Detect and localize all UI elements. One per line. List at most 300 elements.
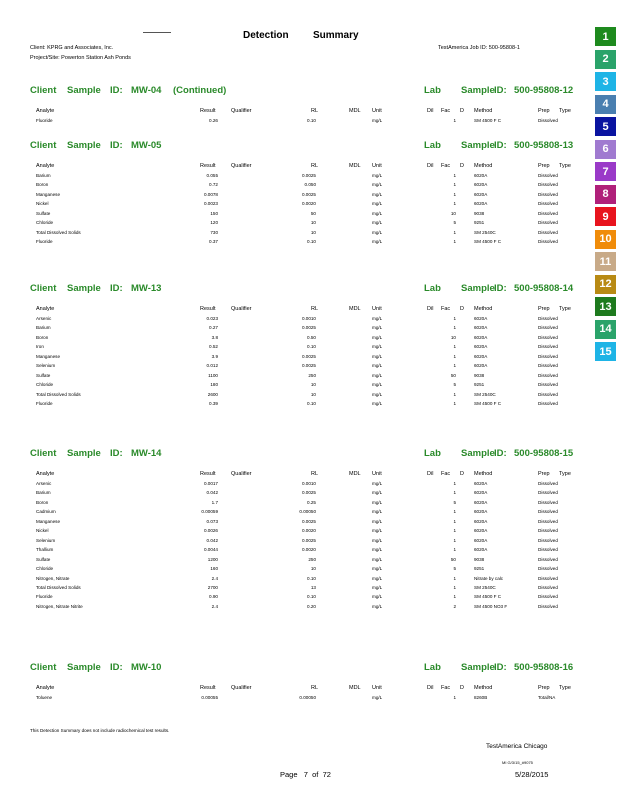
cell-method: 6020A bbox=[474, 173, 488, 178]
cell-unit: mg/L bbox=[372, 490, 383, 496]
cell-analyte: Total Dissolved Solids bbox=[36, 229, 81, 235]
cell-rl: 10 bbox=[310, 566, 316, 571]
cell-unit: mg/L bbox=[372, 344, 383, 350]
section-sample-label: Sample bbox=[67, 448, 101, 459]
cell-method: 6020A bbox=[474, 353, 488, 359]
col-fac: Fac bbox=[441, 163, 451, 169]
section-tab-2[interactable]: 2 bbox=[595, 50, 616, 69]
cell-result: 0.0023 bbox=[203, 201, 218, 207]
section-client-label: Client bbox=[30, 662, 57, 673]
col-unit: Unit bbox=[372, 163, 382, 169]
col-method: Method bbox=[474, 306, 493, 312]
cell-dil: 50 bbox=[450, 372, 456, 378]
page-number: 7 bbox=[303, 770, 308, 779]
cell-rl: 0.0020 bbox=[301, 201, 316, 207]
cell-dil: 1 bbox=[453, 585, 456, 590]
cell-unit: mg/L bbox=[372, 220, 383, 226]
cell-prep: Dissolved bbox=[538, 363, 558, 369]
cell-unit: mg/L bbox=[372, 118, 383, 123]
cell-prep: Dissolved bbox=[538, 575, 558, 581]
col-prep: Prep bbox=[538, 108, 550, 114]
cell-method: SM 4500 NO3 F bbox=[474, 603, 508, 609]
cell-method: 6020A bbox=[474, 518, 488, 524]
section-tab-11[interactable]: 11 bbox=[595, 252, 616, 271]
cell-analyte: Sulfate bbox=[36, 210, 51, 216]
section-tab-5[interactable]: 5 bbox=[595, 117, 616, 136]
cell-dil: 1 bbox=[453, 575, 456, 581]
col-analyte: Analyte bbox=[36, 471, 55, 477]
col-analyte: Analyte bbox=[36, 685, 55, 691]
cell-unit: mg/L bbox=[372, 528, 383, 534]
cell-result: 2.4 bbox=[211, 575, 218, 581]
cell-analyte: Iron bbox=[36, 344, 44, 350]
cell-prep: Dissolved bbox=[538, 603, 558, 609]
section-client-id: MW-13 bbox=[131, 283, 162, 294]
cell-dil: 1 bbox=[453, 695, 456, 700]
cell-analyte: Sulfate bbox=[36, 372, 51, 378]
cell-analyte: Manganese bbox=[36, 518, 61, 524]
cell-method: SM 4500 F C bbox=[474, 118, 502, 123]
col-qualifier: Qualifier bbox=[231, 163, 252, 169]
cell-method: SM 4500 F C bbox=[474, 594, 502, 600]
section-id-label: ID: bbox=[110, 140, 123, 151]
cell-rl: 0.10 bbox=[307, 344, 316, 350]
cell-result: 180 bbox=[210, 382, 218, 388]
cell-prep: Dissolved bbox=[538, 344, 558, 350]
header-dash bbox=[143, 32, 171, 33]
cell-rl: 0.10 bbox=[307, 118, 316, 123]
cell-result: 3.9 bbox=[211, 353, 218, 359]
cell-rl: 13 bbox=[310, 585, 316, 590]
cell-method: Nitrate by calc bbox=[474, 575, 504, 581]
cell-analyte: Arsenic bbox=[36, 316, 52, 321]
col-fac: Fac bbox=[441, 685, 451, 691]
cell-prep: Dissolved bbox=[538, 239, 558, 245]
col-analyte: Analyte bbox=[36, 306, 55, 312]
cell-unit: mg/L bbox=[372, 363, 383, 369]
cell-analyte: Selenium bbox=[36, 363, 56, 369]
col-result: Result bbox=[200, 108, 216, 114]
section-id-label: ID: bbox=[110, 448, 123, 459]
cell-prep: Dissolved bbox=[538, 566, 558, 571]
cell-method: 6020A bbox=[474, 334, 488, 340]
cell-method: SM 2540C bbox=[474, 391, 496, 397]
cell-method: 9251 bbox=[474, 382, 485, 388]
section-lab-id: 500-95808-12 bbox=[514, 85, 574, 96]
cell-dil: 1 bbox=[453, 547, 456, 553]
cell-unit: mg/L bbox=[372, 325, 383, 331]
col-d: D bbox=[460, 108, 464, 114]
cell-method: 6020A bbox=[474, 481, 488, 486]
cell-method: SM 2540C bbox=[474, 229, 496, 235]
cell-prep: Dissolved bbox=[538, 585, 558, 590]
cell-method: 9038 bbox=[474, 210, 485, 216]
col-dil: Dil bbox=[427, 108, 434, 114]
cell-prep: Dissolved bbox=[538, 490, 558, 496]
cell-rl: 0.10 bbox=[307, 239, 316, 245]
cell-prep: Dissolved bbox=[538, 325, 558, 331]
section-tab-12[interactable]: 12 bbox=[595, 275, 616, 294]
cell-analyte: Selenium bbox=[36, 537, 56, 543]
job-id: TestAmerica Job ID: 500-95808-1 bbox=[438, 45, 520, 51]
cell-method: 6020A bbox=[474, 528, 488, 534]
cell-analyte: Boron bbox=[36, 334, 49, 340]
section-tab-3[interactable]: 3 bbox=[595, 72, 616, 91]
section-sample-label: Sample bbox=[67, 283, 101, 294]
col-result: Result bbox=[200, 306, 216, 312]
cell-unit: mg/L bbox=[372, 575, 383, 581]
section-id-label: ID: bbox=[494, 283, 507, 294]
col-mdl: MDL bbox=[349, 471, 361, 477]
cell-rl: 50 bbox=[310, 210, 316, 216]
col-method: Method bbox=[474, 163, 493, 169]
col-type: Type bbox=[559, 471, 571, 477]
cell-rl: 10 bbox=[310, 382, 316, 388]
section-client-id: MW-04 bbox=[131, 85, 162, 96]
col-dil: Dil bbox=[427, 306, 434, 312]
col-type: Type bbox=[559, 108, 571, 114]
cell-unit: mg/L bbox=[372, 481, 383, 486]
cell-rl: 10 bbox=[310, 229, 316, 235]
col-qualifier: Qualifier bbox=[231, 108, 252, 114]
section-id-label: ID: bbox=[494, 140, 507, 151]
cell-rl: 0.0020 bbox=[301, 547, 316, 553]
cell-unit: mg/L bbox=[372, 499, 383, 505]
cell-method: 9038 bbox=[474, 556, 485, 562]
cell-prep: Total/NA bbox=[538, 695, 556, 700]
col-result: Result bbox=[200, 471, 216, 477]
cell-prep: Dissolved bbox=[538, 229, 558, 235]
cell-dil: 1 bbox=[453, 182, 456, 188]
cell-analyte: Total Dissolved Solids bbox=[36, 391, 81, 397]
cell-result: 0.72 bbox=[209, 182, 218, 188]
col-fac: Fac bbox=[441, 306, 451, 312]
cell-rl: 250 bbox=[308, 372, 316, 378]
cell-analyte: Chloride bbox=[36, 382, 54, 388]
cell-method: 6020A bbox=[474, 547, 488, 553]
cell-method: 9251 bbox=[474, 566, 485, 571]
cell-unit: mg/L bbox=[372, 556, 383, 562]
cell-analyte: Barium bbox=[36, 325, 51, 331]
cell-rl: 0.050 bbox=[304, 182, 316, 188]
col-unit: Unit bbox=[372, 471, 382, 477]
section-client-label: Client bbox=[30, 85, 57, 96]
page-of: of bbox=[312, 770, 319, 779]
cell-unit: mg/L bbox=[372, 334, 383, 340]
footer-date: 5/28/2015 bbox=[515, 770, 549, 779]
title-summary: Summary bbox=[313, 30, 359, 41]
cell-prep: Dissolved bbox=[538, 220, 558, 226]
cell-unit: mg/L bbox=[372, 509, 383, 515]
cell-method: 6020A bbox=[474, 201, 488, 207]
col-rl: RL bbox=[311, 471, 319, 477]
cell-dil: 1 bbox=[453, 490, 456, 496]
footer-note: This Detection Summary does not include radiochemical test results. bbox=[30, 728, 170, 733]
cell-method: 6020A bbox=[474, 499, 488, 505]
cell-result: 2700 bbox=[207, 585, 218, 590]
section-sample-label: Sample bbox=[461, 662, 495, 673]
col-prep: Prep bbox=[538, 163, 550, 169]
cell-dil: 1 bbox=[453, 191, 456, 197]
cell-result: 0.00055 bbox=[201, 695, 218, 700]
cell-prep: Dissolved bbox=[538, 182, 558, 188]
col-result: Result bbox=[200, 163, 216, 169]
col-fac: Fac bbox=[441, 108, 451, 114]
cell-unit: mg/L bbox=[372, 182, 383, 188]
cell-rl: 0.0020 bbox=[301, 528, 316, 534]
cell-dil: 1 bbox=[453, 401, 456, 407]
section-client-label: Client bbox=[30, 448, 57, 459]
cell-prep: Dissolved bbox=[538, 201, 558, 207]
cell-unit: mg/L bbox=[372, 316, 383, 321]
col-mdl: MDL bbox=[349, 685, 361, 691]
cell-rl: 0.00050 bbox=[299, 509, 316, 515]
cell-method: 6020A bbox=[474, 537, 488, 543]
cell-unit: mg/L bbox=[372, 191, 383, 197]
cell-prep: Dissolved bbox=[538, 191, 558, 197]
cell-unit: mg/L bbox=[372, 173, 383, 178]
cell-unit: mg/L bbox=[372, 201, 383, 207]
section-tab-8[interactable]: 8 bbox=[595, 185, 616, 204]
cell-unit: mg/L bbox=[372, 537, 383, 543]
cell-dil: 1 bbox=[453, 537, 456, 543]
cell-rl: 0.0025 bbox=[301, 490, 316, 496]
section-tab-6[interactable]: 6 bbox=[595, 140, 616, 159]
col-mdl: MDL bbox=[349, 163, 361, 169]
section-tab-13[interactable]: 13 bbox=[595, 297, 616, 316]
section-sample-label: Sample bbox=[67, 140, 101, 151]
cell-prep: Dissolved bbox=[538, 594, 558, 600]
section-tab-10[interactable]: 10 bbox=[595, 230, 616, 249]
section-lab-id: 500-95808-14 bbox=[514, 283, 574, 294]
col-method: Method bbox=[474, 108, 493, 114]
cell-method: 6020A bbox=[474, 344, 488, 350]
col-d: D bbox=[460, 471, 464, 477]
cell-analyte: Fluoride bbox=[36, 401, 53, 407]
cell-result: 1.7 bbox=[211, 499, 218, 505]
col-prep: Prep bbox=[538, 471, 550, 477]
cell-result: 0.0017 bbox=[203, 481, 218, 486]
cell-dil: 1 bbox=[453, 118, 456, 123]
section-tab-9[interactable]: 9 bbox=[595, 207, 616, 226]
cell-result: 0.023 bbox=[206, 316, 218, 321]
cell-method: SM 4500 F C bbox=[474, 401, 502, 407]
cell-rl: 0.10 bbox=[307, 401, 316, 407]
cell-prep: Dissolved bbox=[538, 334, 558, 340]
cell-dil: 50 bbox=[450, 556, 456, 562]
cell-method: 9038 bbox=[474, 372, 485, 378]
cell-method: 6020A bbox=[474, 191, 488, 197]
cell-unit: mg/L bbox=[372, 566, 383, 571]
cell-prep: Dissolved bbox=[538, 528, 558, 534]
section-tab-14[interactable]: 14 bbox=[595, 320, 616, 339]
cell-result: 1200 bbox=[207, 556, 218, 562]
cell-unit: mg/L bbox=[372, 518, 383, 524]
cell-rl: 0.0010 bbox=[301, 481, 316, 486]
cell-result: 150 bbox=[210, 210, 218, 216]
section-id-label: ID: bbox=[494, 662, 507, 673]
cell-result: 0.27 bbox=[209, 325, 218, 331]
cell-analyte: Nickel bbox=[36, 528, 49, 534]
cell-prep: Dissolved bbox=[538, 547, 558, 553]
col-unit: Unit bbox=[372, 306, 382, 312]
cell-result: 1100 bbox=[208, 372, 218, 378]
cell-prep: Dissolved bbox=[538, 509, 558, 515]
cell-analyte: Chloride bbox=[36, 220, 54, 226]
cell-analyte: Barium bbox=[36, 490, 51, 496]
cell-rl: 0.10 bbox=[307, 594, 316, 600]
col-fac: Fac bbox=[441, 471, 451, 477]
cell-unit: mg/L bbox=[372, 594, 383, 600]
section-tab-15[interactable]: 15 bbox=[595, 342, 616, 361]
col-rl: RL bbox=[311, 108, 319, 114]
col-unit: Unit bbox=[372, 685, 382, 691]
section-tab-7[interactable]: 7 bbox=[595, 162, 616, 181]
section-lab-id: 500-95808-16 bbox=[514, 662, 574, 673]
cell-prep: Dissolved bbox=[538, 537, 558, 543]
section-client-id: MW-10 bbox=[131, 662, 162, 673]
cell-unit: mg/L bbox=[372, 353, 383, 359]
cell-rl: 0.0025 bbox=[301, 353, 316, 359]
cell-dil: 1 bbox=[453, 391, 456, 397]
cell-analyte: Cadmium bbox=[36, 509, 56, 515]
cell-result: 0.0044 bbox=[203, 547, 218, 553]
col-type: Type bbox=[559, 306, 571, 312]
col-mdl: MDL bbox=[349, 306, 361, 312]
project-site: Project/Site: Powerton Station Ash Ponds bbox=[30, 55, 131, 61]
cell-method: 6020A bbox=[474, 490, 488, 496]
cell-dil: 1 bbox=[453, 594, 456, 600]
section-tab-1[interactable]: 1 bbox=[595, 27, 616, 46]
page-indicator bbox=[280, 770, 331, 779]
cell-unit: mg/L bbox=[372, 391, 383, 397]
cell-unit: mg/L bbox=[372, 210, 383, 216]
section-client-label: Client bbox=[30, 140, 57, 151]
cell-result: 0.042 bbox=[206, 537, 218, 543]
cell-result: 0.073 bbox=[206, 518, 218, 524]
cell-result: 0.012 bbox=[206, 363, 218, 369]
cell-dil: 1 bbox=[453, 363, 456, 369]
col-dil: Dil bbox=[427, 163, 434, 169]
title-detection: Detection bbox=[243, 30, 289, 41]
cell-analyte: Manganese bbox=[36, 353, 61, 359]
cell-analyte: Thallium bbox=[36, 547, 54, 553]
cell-result: 0.00059 bbox=[201, 509, 218, 515]
cell-result: 0.0026 bbox=[203, 528, 218, 534]
client-name: Client: KPRG and Associates, Inc. bbox=[30, 45, 114, 51]
cell-rl: 250 bbox=[308, 556, 316, 562]
section-continued: (Continued) bbox=[173, 85, 227, 96]
cell-method: 6020A bbox=[474, 182, 488, 188]
cell-dil: 1 bbox=[453, 201, 456, 207]
section-sample-label: Sample bbox=[67, 662, 101, 673]
section-sample-label: Sample bbox=[461, 283, 495, 294]
section-id-label: ID: bbox=[110, 662, 123, 673]
section-sample-label: Sample bbox=[461, 448, 495, 459]
cell-method: 6020A bbox=[474, 316, 488, 321]
cell-unit: mg/L bbox=[372, 585, 383, 590]
cell-dil: 5 bbox=[453, 382, 456, 388]
section-tab-4[interactable]: 4 bbox=[595, 95, 616, 114]
cell-analyte: Sulfate bbox=[36, 556, 51, 562]
cell-result: 2.4 bbox=[211, 603, 218, 609]
cell-rl: 0.0025 bbox=[301, 191, 316, 197]
cell-method: 9251 bbox=[474, 220, 485, 226]
section-client-id: MW-05 bbox=[131, 140, 162, 151]
section-lab-id: 500-95808-15 bbox=[514, 448, 574, 459]
cell-method: 6020A bbox=[474, 509, 488, 515]
section-lab-label: Lab bbox=[424, 662, 441, 673]
cell-rl: 0.0010 bbox=[301, 316, 316, 321]
cell-analyte: Nitrogen, Nitrate bbox=[36, 575, 70, 581]
cell-prep: Dissolved bbox=[538, 556, 558, 562]
cell-analyte: Barium bbox=[36, 173, 51, 178]
cell-analyte: Chloride bbox=[36, 566, 54, 571]
cell-dil: 1 bbox=[453, 528, 456, 534]
cell-prep: Dissolved bbox=[538, 382, 558, 388]
cell-rl: 0.0025 bbox=[301, 537, 316, 543]
cell-rl: 0.50 bbox=[307, 334, 316, 340]
cell-rl: 10 bbox=[310, 220, 316, 226]
cell-result: 120 bbox=[210, 220, 218, 226]
cell-method: 8260B bbox=[474, 695, 488, 700]
section-sample-label: Sample bbox=[461, 85, 495, 96]
cell-dil: 1 bbox=[453, 173, 456, 178]
col-method: Method bbox=[474, 471, 493, 477]
cell-analyte: Fluoride bbox=[36, 118, 53, 123]
col-qualifier: Qualifier bbox=[231, 306, 252, 312]
cell-dil: 1 bbox=[453, 344, 456, 350]
cell-unit: mg/L bbox=[372, 547, 383, 553]
cell-prep: Dissolved bbox=[538, 118, 558, 123]
cell-rl: 0.25 bbox=[307, 499, 316, 505]
cell-rl: 0.0025 bbox=[301, 363, 316, 369]
cell-dil: 5 bbox=[453, 566, 456, 571]
cell-rl: 0.0025 bbox=[301, 325, 316, 331]
cell-analyte: Nickel bbox=[36, 201, 49, 207]
cell-unit: mg/L bbox=[372, 695, 383, 700]
cell-dil: 1 bbox=[453, 353, 456, 359]
cell-prep: Dissolved bbox=[538, 518, 558, 524]
section-lab-label: Lab bbox=[424, 85, 441, 96]
cell-analyte: Manganese bbox=[36, 191, 61, 197]
cell-result: 0.0078 bbox=[203, 191, 218, 197]
cell-dil: 1 bbox=[453, 518, 456, 524]
cell-result: 0.37 bbox=[209, 239, 218, 245]
cell-dil: 1 bbox=[453, 509, 456, 515]
cell-method: SM 4500 F C bbox=[474, 239, 502, 245]
section-lab-label: Lab bbox=[424, 140, 441, 151]
section-id-label: ID: bbox=[494, 448, 507, 459]
cell-rl: 0.0025 bbox=[301, 518, 316, 524]
section-lab-label: Lab bbox=[424, 448, 441, 459]
col-qualifier: Qualifier bbox=[231, 471, 252, 477]
cell-method: SM 2540C bbox=[474, 585, 496, 590]
cell-method: 6020A bbox=[474, 363, 488, 369]
col-d: D bbox=[460, 685, 464, 691]
section-sample-label: Sample bbox=[461, 140, 495, 151]
cell-prep: Dissolved bbox=[538, 401, 558, 407]
cell-prep: Dissolved bbox=[538, 391, 558, 397]
col-rl: RL bbox=[311, 306, 319, 312]
cell-result: 0.055 bbox=[206, 173, 218, 178]
col-unit: Unit bbox=[372, 108, 382, 114]
cell-result: 160 bbox=[210, 566, 218, 571]
cell-prep: Dissolved bbox=[538, 210, 558, 216]
section-id-label: ID: bbox=[110, 85, 123, 96]
section-client-label: Client bbox=[30, 283, 57, 294]
col-prep: Prep bbox=[538, 306, 550, 312]
